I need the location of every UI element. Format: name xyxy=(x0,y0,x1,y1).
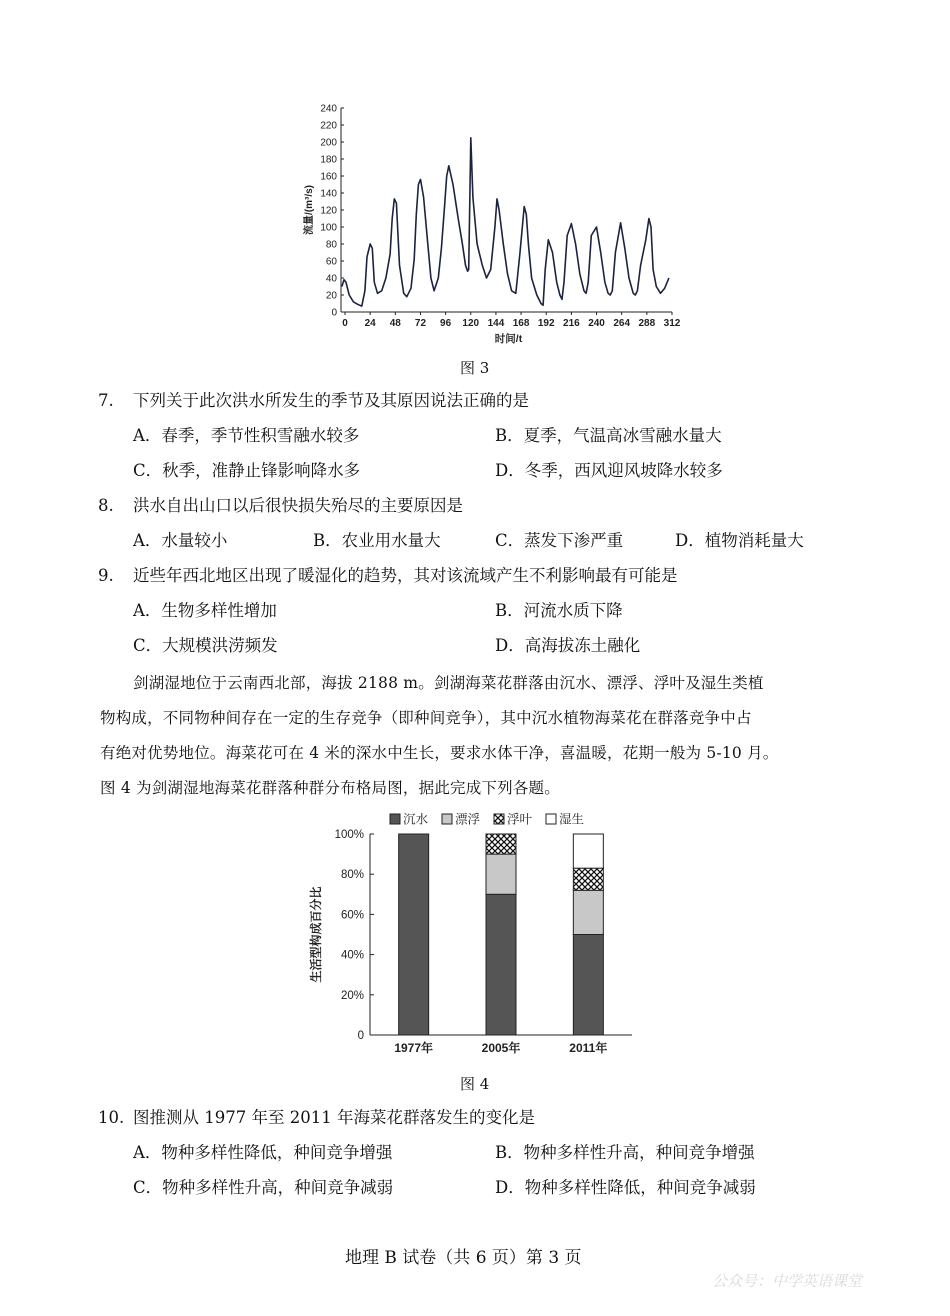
x-tick-label: 192 xyxy=(537,318,555,329)
q10-option-b[interactable]: B．物种多样性升高，种间竞争增强 xyxy=(495,1143,755,1162)
x-tick-label: 216 xyxy=(563,318,580,329)
q7-option-a[interactable]: A．春季，季节性积雪融水较多 xyxy=(133,426,360,445)
legend-label: 漂浮 xyxy=(455,812,481,827)
y-tick-label: 200 xyxy=(320,137,337,149)
figure4-caption: 图 4 xyxy=(460,1075,490,1093)
passage-line: 物构成，不同物种间存在一定的生存竞争（即种间竞争），其中沉水植物海菜花在群落竞争中占 xyxy=(100,709,752,727)
q7-option-d[interactable]: D．冬季，西风迎风坡降水较多 xyxy=(495,461,723,480)
x-tick-label: 264 xyxy=(613,318,631,329)
y-tick-label: 160 xyxy=(320,171,337,183)
question-number: 8. xyxy=(98,496,114,515)
question-text: 洪水自出山口以后很快损失殆尽的主要原因是 xyxy=(133,496,463,515)
bar-segment xyxy=(486,834,516,854)
figure3-caption: 图 3 xyxy=(460,359,490,377)
y-tick-label: 220 xyxy=(320,120,337,132)
x-tick-label: 1977年 xyxy=(394,1041,434,1055)
y-tick-label: 100% xyxy=(334,829,364,841)
x-tick-label: 120 xyxy=(462,318,480,329)
page-footer: 地理 B 试卷（共 6 页）第 3 页 xyxy=(345,1248,582,1268)
y-axis-title: 流量/(m³/s) xyxy=(304,185,315,235)
legend-label: 湿生 xyxy=(559,812,585,827)
q10-option-a[interactable]: A．物种多样性降低，种间竞争增强 xyxy=(133,1143,393,1162)
q9-option-a[interactable]: A．生物多样性增加 xyxy=(133,601,277,620)
q9-option-c[interactable]: C．大规模洪涝频发 xyxy=(133,636,278,655)
legend-swatch xyxy=(546,814,556,824)
y-tick-label: 180 xyxy=(320,154,337,166)
x-tick-label: 240 xyxy=(588,318,605,329)
y-tick-label: 20 xyxy=(325,290,337,302)
bar-segment xyxy=(573,868,603,890)
y-tick-label: 0 xyxy=(331,307,337,319)
passage-line: 剑湖湿地位于云南西北部，海拔 2188 m。剑湖海菜花群落由沉水、漂浮、浮叶及湿生类植 xyxy=(133,674,764,692)
question-text: 图推测从 1977 年至 2011 年海菜花群落发生的变化是 xyxy=(133,1108,535,1127)
y-tick-label: 80% xyxy=(340,869,364,882)
figure3-chart xyxy=(298,96,698,346)
q9-option-b[interactable]: B．河流水质下降 xyxy=(495,601,623,620)
y-tick-label: 60 xyxy=(325,256,337,268)
x-tick-label: 2011年 xyxy=(569,1041,608,1055)
watermark: 公众号：中学英语课堂 xyxy=(712,1272,863,1290)
x-tick-label: 24 xyxy=(364,318,376,329)
x-tick-label: 0 xyxy=(342,318,348,329)
x-tick-label: 312 xyxy=(663,318,681,329)
y-tick-label: 240 xyxy=(320,103,337,115)
y-tick-label: 140 xyxy=(320,188,337,200)
q7-option-b[interactable]: B．夏季，气温高冰雪融水量大 xyxy=(495,426,722,445)
q9-option-d[interactable]: D．高海拔冻土融化 xyxy=(495,636,641,655)
y-axis-title: 生活型构成百分比 xyxy=(309,886,323,983)
q8-option-c[interactable]: C．蒸发下渗严重 xyxy=(495,531,624,550)
y-tick-label: 60% xyxy=(340,909,364,922)
legend-swatch xyxy=(390,814,400,824)
question-9 xyxy=(0,565,950,587)
y-tick-label: 40 xyxy=(325,273,337,285)
question-number: 9. xyxy=(98,566,114,585)
legend-label: 沉水 xyxy=(403,812,429,827)
legend-swatch xyxy=(442,814,452,824)
question-text: 近些年西北地区出现了暖湿化的趋势，其对该流域产生不利影响最有可能是 xyxy=(133,566,678,585)
x-tick-label: 288 xyxy=(638,318,656,329)
y-tick-label: 0 xyxy=(357,1030,364,1042)
q10-option-c[interactable]: C．物种多样性升高，种间竞争减弱 xyxy=(133,1178,394,1197)
bar-segment xyxy=(573,890,603,934)
x-tick-label: 168 xyxy=(512,318,530,329)
bar-segment xyxy=(573,834,603,868)
discharge-line xyxy=(342,138,669,306)
question-text: 下列关于此次洪水所发生的季节及其原因说法正确的是 xyxy=(133,391,529,410)
x-tick-label: 48 xyxy=(389,318,401,329)
legend-label: 浮叶 xyxy=(507,812,533,827)
legend-swatch xyxy=(494,814,504,824)
question-number: 10. xyxy=(98,1108,125,1127)
figure4-chart xyxy=(300,806,640,1066)
q8-option-b[interactable]: B．农业用水量大 xyxy=(313,531,441,550)
bar-segment xyxy=(486,854,516,894)
q8-option-d[interactable]: D．植物消耗量大 xyxy=(675,531,804,550)
q10-option-d[interactable]: D．物种多样性降低，种间竞争减弱 xyxy=(495,1178,756,1197)
x-tick-label: 2005年 xyxy=(481,1041,521,1055)
question-7 xyxy=(0,390,950,412)
x-axis-title: 时间/t xyxy=(494,333,523,345)
passage xyxy=(100,666,860,806)
bar-segment xyxy=(573,935,603,1036)
y-tick-label: 120 xyxy=(320,205,337,217)
x-tick-label: 144 xyxy=(487,318,505,329)
y-tick-label: 100 xyxy=(320,222,337,234)
passage-line: 图 4 为剑湖湿地海菜花群落种群分布格局图，据此完成下列各题。 xyxy=(100,779,560,797)
x-tick-label: 96 xyxy=(440,318,452,329)
y-tick-label: 40% xyxy=(340,949,364,962)
bar-segment xyxy=(399,834,429,1035)
q8-option-a[interactable]: A．水量较小 xyxy=(133,531,228,550)
y-tick-label: 20% xyxy=(340,989,364,1002)
question-8 xyxy=(0,495,950,517)
passage-line: 有绝对优势地位。海菜花可在 4 米的深水中生长，要求水体干净，喜温暖，花期一般为 5-10 月。 xyxy=(100,744,779,762)
y-tick-label: 80 xyxy=(325,239,337,251)
q7-option-c[interactable]: C．秋季，准静止锋影响降水多 xyxy=(133,461,361,480)
question-number: 7. xyxy=(98,391,114,410)
question-10 xyxy=(0,1107,950,1129)
bar-segment xyxy=(486,894,516,1035)
x-tick-label: 72 xyxy=(414,318,427,329)
